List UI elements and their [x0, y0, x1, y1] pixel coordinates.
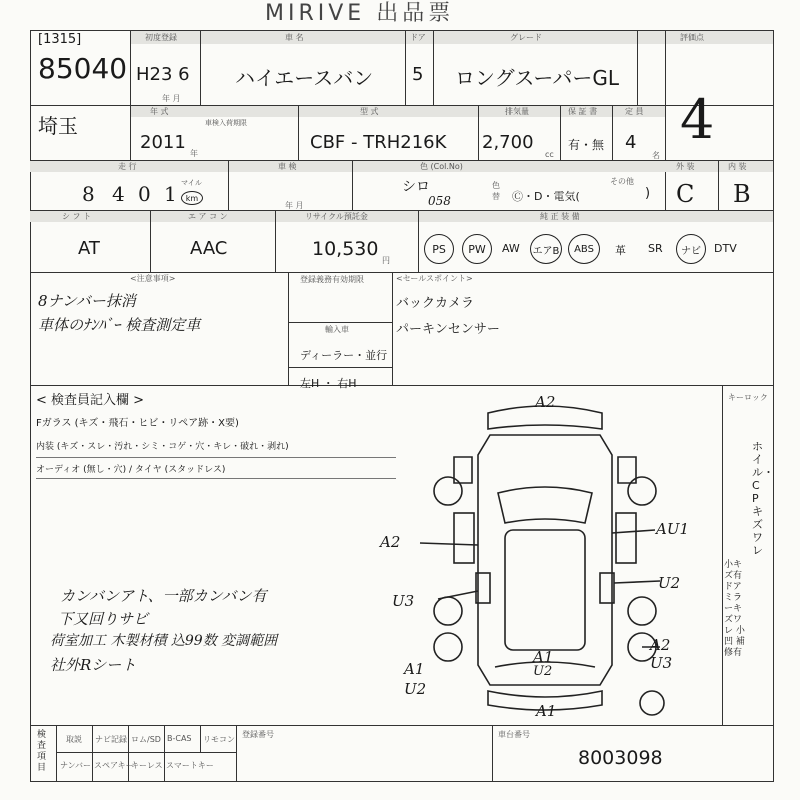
equip-leather: 革	[615, 244, 626, 257]
notes-line-1: 8ナンバー抹消	[38, 292, 136, 310]
interior-value: B	[733, 180, 751, 208]
mark-a1-bumper: A1	[536, 702, 557, 720]
shift-value: AT	[78, 238, 100, 259]
mark-a2-rear-right: A2	[650, 636, 671, 654]
model-code-label: 型 式	[360, 107, 379, 116]
mileage-digit-1: 8	[82, 182, 95, 206]
first-reg-value: H23 6	[136, 64, 190, 85]
inspector-hand-2: 下又回りサビ	[58, 610, 149, 628]
model-code-value: CBF - TRH216K	[310, 132, 447, 153]
capacity-unit: 名	[652, 151, 660, 160]
registration-done-label: 登録義務有効期限	[300, 275, 364, 284]
inspector-hand-1: カンバンアト、一部カンバン有	[60, 587, 267, 605]
region-value: 埼玉	[38, 114, 78, 138]
model-year-value: 2011	[140, 132, 186, 153]
color-value: シロ	[402, 179, 430, 195]
row1-header-stripe	[130, 31, 773, 44]
lot-code: [1315]	[38, 32, 82, 47]
mark-a1-rear: A1	[533, 648, 554, 666]
aircon-value: AAC	[190, 238, 228, 259]
color-options: Ⓒ・D・電気(	[512, 190, 580, 203]
inspection-label: 車 検	[278, 162, 297, 171]
mark-u2-rear-left: U2	[404, 680, 427, 698]
shift-label: シ フ ト	[62, 212, 92, 221]
recycle-unit: 円	[382, 256, 390, 265]
equip-aw: AW	[502, 242, 520, 255]
equip-airbag: エアB	[530, 234, 562, 264]
import-steering: 左H ・ 右H	[300, 377, 357, 390]
mark-a2-left: A2	[380, 533, 401, 551]
aircon-label: エ ア コ ン	[188, 212, 228, 221]
inspector-row-3: オーディオ (無し・穴) / タイヤ (スタッドレス)	[36, 465, 226, 475]
interior-label: 内 装	[728, 162, 747, 171]
score-label: 評価点	[680, 33, 704, 42]
mark-au1-right: AU1	[656, 520, 690, 538]
first-reg-label: 初度登録	[145, 33, 177, 42]
model-year-unit: 年	[190, 149, 198, 158]
footer-chassis-value: 8003098	[578, 747, 663, 769]
equip-navi: ナビ	[676, 234, 706, 264]
mileage-unit-mile: マイル	[181, 179, 202, 187]
footer-item-bcas: B-CAS	[167, 734, 192, 743]
footer-item-keyless: キーレス	[131, 761, 163, 770]
capacity-value: 4	[625, 132, 637, 153]
sales-point-1: バックカメラ	[396, 296, 475, 311]
inspector-row-2: 内装 (キズ・スレ・汚れ・シミ・コゲ・穴・キレ・破れ・剥れ)	[36, 442, 289, 452]
inspector-hand-4: 社外Rシート	[50, 656, 137, 674]
mark-u3-rear-right: U3	[650, 654, 673, 672]
color-code: 058	[428, 194, 451, 208]
notes-label: <注意事項>	[130, 274, 176, 283]
grade-label: グレード	[510, 33, 542, 42]
footer-chassis-label: 車台番号	[498, 730, 530, 739]
equip-sr: SR	[648, 242, 663, 255]
footer-item-manual: 取説	[66, 735, 82, 744]
mileage-digit-2: 4	[112, 182, 125, 206]
mileage-digit-4: 1	[164, 182, 177, 206]
import-label: 輸入車	[325, 325, 349, 334]
color-label: 色 (Col.No)	[420, 162, 463, 171]
displacement-value: 2,700	[482, 132, 534, 153]
sales-point-2: パーキンセンサー	[396, 322, 500, 337]
notes-line-2: 車体のﾅﾝﾊﾞｰ 検査測定車	[38, 316, 201, 334]
recycle-value: 10,530	[312, 238, 379, 260]
model-year-sub: 車検入荷期限	[205, 119, 247, 127]
score-value: 4	[680, 88, 715, 151]
inspector-label: < 検査員記入欄 >	[36, 393, 145, 408]
footer-item-smartkey: スマートキー	[166, 761, 214, 770]
warranty-value: 有・無	[568, 138, 605, 152]
color-close: )	[645, 186, 651, 201]
brand-header: MIRIVE 出品票	[265, 1, 455, 26]
displacement-label: 排気量	[505, 107, 529, 116]
sales-points-label: <セールスポイント>	[396, 274, 473, 283]
footer-inspect-label: 検査項目	[37, 730, 47, 773]
side-text-col2: 小キズ有 ドアミラーキズワレ 小凹 補修有	[724, 560, 745, 658]
equip-ps: PS	[424, 234, 454, 264]
color-other: その他	[610, 177, 634, 186]
mark-u2-right: U2	[658, 574, 681, 592]
footer-item-rom: ロム/SD	[131, 735, 161, 744]
equip-dtv: DTV	[714, 242, 737, 255]
lot-number: 85040	[38, 52, 128, 85]
grade-value: ロングスーパーGL	[455, 66, 620, 90]
equip-abs: ABS	[568, 234, 600, 264]
mileage-unit-km: km	[181, 191, 203, 205]
exterior-value: C	[676, 180, 695, 208]
inspector-row-1: Fガラス (キズ・飛石・ヒビ・リペア跡・X要)	[36, 418, 239, 429]
first-reg-unit: 年 月	[162, 94, 181, 103]
footer-item-remote: リモコン	[203, 735, 235, 744]
doors-label: ドア	[410, 33, 426, 42]
color-side: 色替	[492, 181, 500, 201]
footer-item-navi: ナビ記録	[95, 735, 127, 744]
equip-pw: PW	[462, 234, 492, 264]
vehicle-name-label: 車 名	[285, 33, 304, 42]
footer-item-spare: スペアキー	[94, 761, 134, 770]
equipment-label: 純 正 装 備	[540, 212, 580, 221]
mark-a2-front: A2	[535, 393, 556, 411]
warranty-label: 保 証 書	[568, 107, 598, 116]
footer-item-plate: ナンバー	[60, 761, 92, 770]
side-text-col1: ホイル・CPキズワレ	[752, 440, 774, 557]
mark-u3-left: U3	[392, 592, 415, 610]
displacement-unit: cc	[545, 150, 554, 159]
recycle-label: リサイクル預託金	[305, 212, 368, 221]
vehicle-name-value: ハイエースバン	[235, 66, 374, 90]
inspector-hand-3: 荷室加工 木製材積 込99数 変調範囲	[50, 633, 278, 649]
mark-u2-rear: U2	[533, 664, 553, 679]
footer-reg-label: 登録番号	[242, 730, 274, 739]
import-dealer: ディーラー・並行	[300, 349, 388, 362]
inspection-unit: 年 月	[285, 201, 304, 210]
mark-a1-rear-left: A1	[404, 660, 425, 678]
keyless-label: キーロック	[728, 393, 768, 402]
doors-value: 5	[412, 64, 424, 85]
mileage-label: 走 行	[118, 162, 137, 171]
exterior-label: 外 装	[676, 162, 695, 171]
mileage-digit-3: 0	[138, 182, 151, 206]
capacity-label: 定 員	[625, 107, 644, 116]
model-year-label: 年 式	[150, 107, 169, 116]
